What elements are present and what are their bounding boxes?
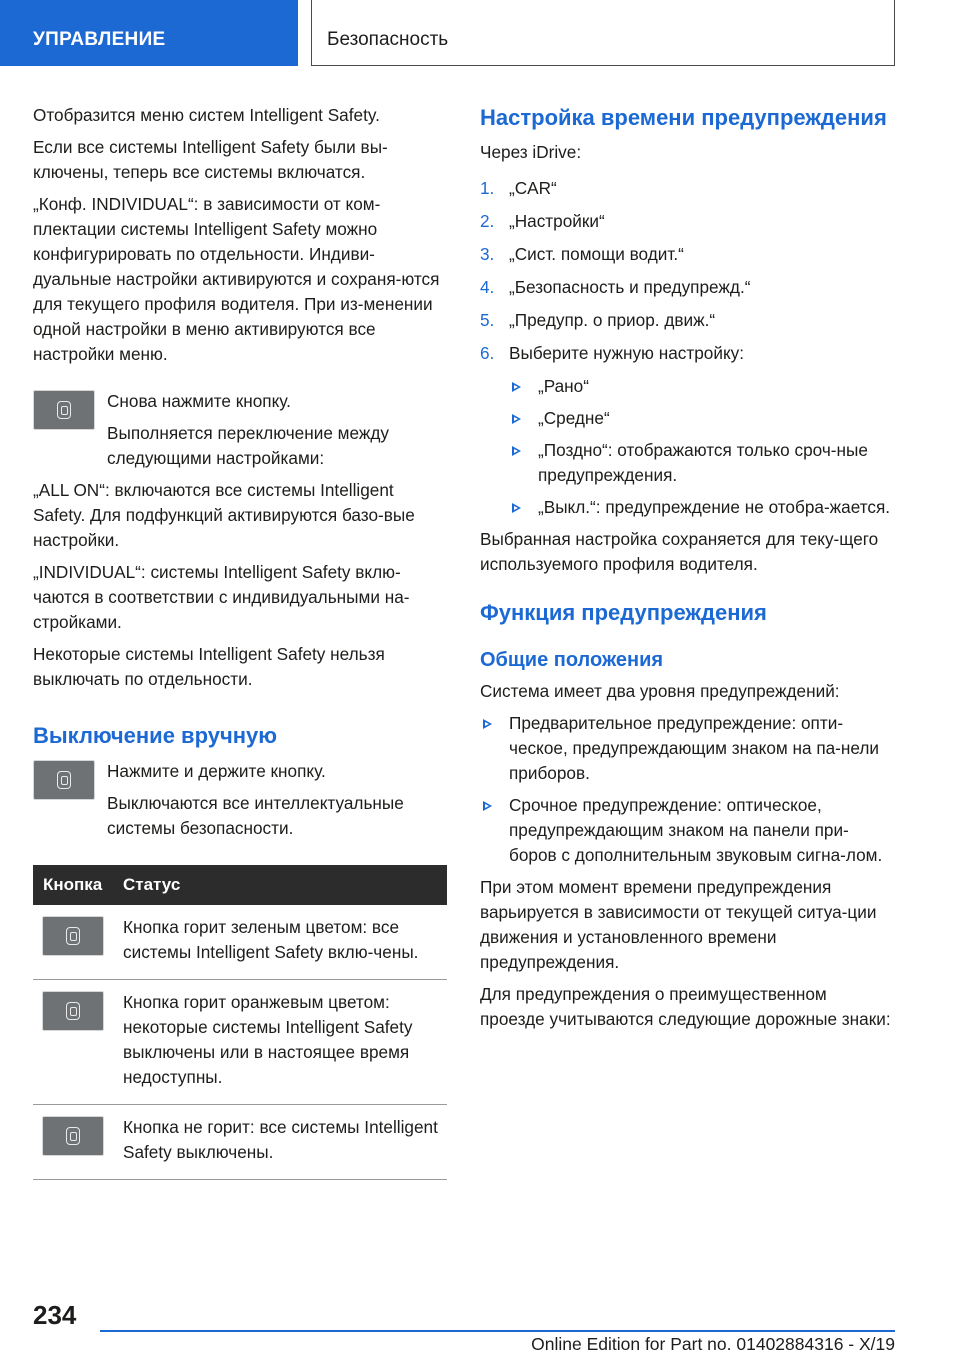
steps-list	[480, 176, 895, 366]
table-row	[33, 1105, 447, 1180]
list-item: 4. „Безопасность и предупрежд.“	[480, 277, 751, 297]
paragraph: „Конф. INDIVIDUAL“: в зависимости от ком-плектации системы Intelligent Safety можно конфигурировать по отдельности. Индиви-дуальные настройки активируются и сохраня-ются для текущего профиля водителя. При из-менении одной настройки в меню активируются все настройки меню.	[33, 194, 440, 364]
intelligent-safety-button-icon	[33, 390, 95, 430]
subsection-heading: Общие положения	[480, 649, 664, 671]
icon-paragraph	[33, 759, 447, 841]
section-title: УПРАВЛЕНИЕ	[33, 29, 166, 50]
right-column	[480, 103, 895, 1039]
levels-list	[480, 711, 895, 868]
table-row	[33, 905, 447, 980]
list-item: Предварительное предупреждение: опти-ческое, предупреждающим знаком на па-нели приборов.	[480, 711, 895, 786]
paragraph: Система имеет два уровня предупреждений:	[480, 681, 840, 701]
list-item: Срочное предупреждение: оптическое, предупреждающим знаком на панели при-боров с дополнительным звуковым сигна-лом.	[480, 793, 895, 868]
table-cell-status: Кнопка горит оранжевым цветом: некоторые системы Intelligent Safety выключены или в настоящее время недоступны.	[123, 980, 447, 1105]
chapter-title: Безопасность	[327, 29, 449, 50]
intelligent-safety-button-icon	[33, 760, 95, 800]
icon-paragraph	[33, 389, 447, 471]
paragraph: Снова нажмите кнопку.	[107, 391, 291, 411]
paragraph: Если все системы Intelligent Safety были вы-ключены, теперь все системы включатся.	[33, 137, 388, 182]
list-item: 1. „CAR“	[480, 178, 557, 198]
paragraph: Выполняется переключение между следующими настройками:	[107, 423, 389, 468]
footer-divider	[100, 1330, 895, 1332]
table-cell-status: Кнопка не горит: все системы Intelligent Safety выключены.	[123, 1105, 447, 1180]
paragraph: Отобразится меню систем Intelligent Safety.	[33, 105, 380, 125]
list-item: „Средне“	[509, 406, 895, 431]
list-item: 2. „Настройки“	[480, 211, 605, 231]
section-heading: Настройка времени предупреждения	[480, 105, 887, 130]
section-heading: Функция предупреждения	[480, 600, 767, 625]
edition-text: Online Edition for Part no. 01402884316 - X/19	[531, 1334, 895, 1354]
status-table	[33, 865, 447, 1180]
list-item: „Рано“	[509, 374, 895, 399]
section-tab	[0, 0, 298, 66]
list-item: 5. „Предупр. о приор. движ.“	[480, 310, 716, 330]
list-item: 3. „Сист. помощи водит.“	[480, 244, 684, 264]
table-cell-status: Кнопка горит зеленым цветом: все системы Intelligent Safety вклю-чены.	[123, 905, 447, 980]
list-item: „Выкл.“: предупреждение не отобра-жается.	[509, 495, 895, 520]
paragraph: Выбранная настройка сохраняется для теку-щего используемого профиля водителя.	[480, 529, 879, 574]
list-item: „Поздно“: отображаются только сроч-ные предупреждения.	[509, 438, 895, 488]
table-row	[33, 980, 447, 1105]
left-column	[33, 103, 447, 1180]
button-orange-icon	[42, 991, 104, 1031]
paragraph: „ALL ON“: включаются все системы Intelligent Safety. Для подфункций активируются базо-вые настройки.	[33, 480, 415, 550]
paragraph: При этом момент времени предупреждения варьируется в зависимости от текущей ситуа-ции движения и установленного времени предупреждения.	[480, 877, 877, 972]
table-header-button: Кнопка	[33, 865, 123, 905]
paragraph: Выключаются все интеллектуальные системы безопасности.	[107, 793, 404, 838]
table-header-row	[33, 865, 447, 905]
page-number: 234	[33, 1300, 77, 1330]
button-off-icon	[42, 1116, 104, 1156]
paragraph: Для предупреждения о преимущественном проезде учитываются следующие дорожные знаки:	[480, 984, 891, 1029]
button-green-icon	[42, 916, 104, 956]
options-list	[509, 374, 895, 520]
paragraph: Нажмите и держите кнопку.	[107, 761, 326, 781]
paragraph: „INDIVIDUAL“: системы Intelligent Safety вклю-чаются в соответствии с индивидуальными на-стройками.	[33, 562, 410, 632]
section-heading: Выключение вручную	[33, 723, 278, 748]
chapter-tab	[311, 0, 895, 66]
paragraph: Через iDrive:	[480, 142, 582, 162]
table-header-status: Статус	[123, 865, 447, 905]
paragraph: Некоторые системы Intelligent Safety нельзя выключать по отдельности.	[33, 644, 385, 689]
list-item: 6. Выберите нужную настройку:	[480, 343, 745, 363]
